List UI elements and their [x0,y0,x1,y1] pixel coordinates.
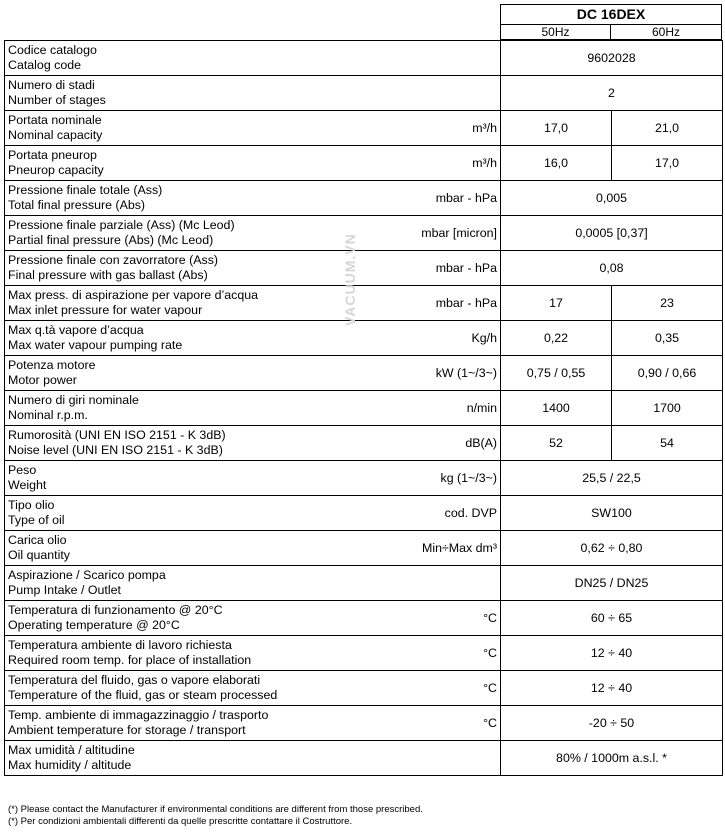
spec-row [5,706,723,741]
spec-value: SW100 [501,496,723,531]
spec-value-50hz: 17 [501,286,612,321]
spec-label [5,566,369,601]
spec-value: 12 ÷ 40 [501,636,723,671]
spec-row [5,146,723,181]
label-italian: Temp. ambiente di immagazzinaggio / trasporto [8,708,269,722]
spec-value: 60 ÷ 65 [501,601,723,636]
spec-unit: °C [369,601,501,636]
label-english: Partial final pressure (Abs) (Mc Leod) [8,233,214,247]
label-italian: Max umidità / altitudine [8,743,135,757]
spec-row [5,566,723,601]
label-italian: Pressione finale parziale (Ass) (Mc Leod) [8,218,235,232]
spec-unit: kg (1~/3~) [369,461,501,496]
label-italian: Max q.tà vapore d’acqua [8,323,144,337]
spec-value: 0,08 [501,251,723,286]
spec-row [5,496,723,531]
spec-value: 80% / 1000m a.s.l. * [501,741,723,776]
spec-unit: mbar - hPa [369,251,501,286]
spec-row [5,286,723,321]
spec-unit: m³/h [369,111,501,146]
label-english: Operating temperature @ 20°C [8,618,180,632]
spec-label [5,636,369,671]
spec-value-50hz: 17,0 [501,111,612,146]
spec-unit: mbar - hPa [369,286,501,321]
spec-label [5,111,369,146]
spec-row [5,111,723,146]
spec-label [5,181,369,216]
spec-unit: n/min [369,391,501,426]
spec-unit: dB(A) [369,426,501,461]
footnote-en: (*) Please contact the Manufacturer if environmental conditions are different from those prescribed. [8,804,423,815]
spec-label [5,496,369,531]
spec-value-60hz: 0,35 [612,321,723,356]
spec-label [5,426,369,461]
spec-label [5,356,369,391]
spec-label [5,601,369,636]
spec-label [5,76,369,111]
spec-unit: Kg/h [369,321,501,356]
spec-value: -20 ÷ 50 [501,706,723,741]
spec-value-60hz: 54 [612,426,723,461]
label-english: Temperature of the fluid, gas or steam processed [8,688,278,702]
spec-row [5,356,723,391]
spec-unit [369,41,501,76]
freq-50hz-header: 50Hz [501,24,611,40]
spec-value: DN25 / DN25 [501,566,723,601]
label-italian: Max press. di aspirazione per vapore d’acqua [8,288,259,302]
spec-label [5,286,369,321]
spec-unit: mbar - hPa [369,181,501,216]
spec-label [5,741,369,776]
label-italian: Temperatura del fluido, gas o vapore elaborati [8,673,261,687]
spec-table [4,40,723,776]
spec-row [5,181,723,216]
label-italian: Temperatura di funzionamento @ 20°C [8,603,223,617]
label-english: Required room temp. for place of installation [8,653,252,667]
spec-row [5,321,723,356]
spec-label [5,461,369,496]
label-english: Max water vapour pumping rate [8,338,183,352]
label-english: Total final pressure (Abs) [8,198,146,212]
spec-label [5,531,369,566]
spec-row [5,671,723,706]
spec-unit: mbar [micron] [369,216,501,251]
label-english: Max humidity / altitude [8,758,132,772]
spec-unit: Min÷Max dm³ [369,531,501,566]
spec-value-50hz: 52 [501,426,612,461]
spec-value-50hz: 0,22 [501,321,612,356]
spec-label [5,251,369,286]
spec-row [5,216,723,251]
spec-value: 0,0005 [0,37] [501,216,723,251]
label-italian: Tipo olio [8,498,55,512]
label-italian: Rumorosità (UNI EN ISO 2151 - K 3dB) [8,428,226,442]
label-italian: Pressione finale totale (Ass) [8,183,163,197]
spec-label [5,216,369,251]
spec-row [5,741,723,776]
spec-row [5,76,723,111]
label-english: Pump Intake / Outlet [8,583,121,597]
spec-row [5,251,723,286]
label-english: Oil quantity [8,548,70,562]
spec-row [5,461,723,496]
spec-row [5,426,723,461]
footnotes [8,804,423,828]
spec-unit: °C [369,706,501,741]
label-italian: Numero di giri nominale [8,393,139,407]
spec-unit: °C [369,671,501,706]
footnote-it: (*) Per condizioni ambientali differenti da quelle prescritte contattare il Costruttore. [8,816,353,827]
label-english: Noise level (UNI EN ISO 2151 - K 3dB) [8,443,223,457]
spec-unit [369,566,501,601]
label-italian: Potenza motore [8,358,96,372]
spec-label [5,671,369,706]
spec-unit: cod. DVP [369,496,501,531]
spec-label [5,41,369,76]
spec-value-60hz: 1700 [612,391,723,426]
label-english: Catalog code [8,58,82,72]
spec-value: 0,62 ÷ 0,80 [501,531,723,566]
spec-row [5,636,723,671]
spec-label [5,391,369,426]
label-english: Max inlet pressure for water vapour [8,303,203,317]
label-italian: Aspirazione / Scarico pompa [8,568,166,582]
spec-value: 25,5 / 22,5 [501,461,723,496]
label-english: Final pressure with gas ballast (Abs) [8,268,208,282]
spec-value-60hz: 21,0 [612,111,723,146]
label-english: Weight [8,478,47,492]
spec-row [5,41,723,76]
label-english: Nominal capacity [8,128,103,142]
label-english: Number of stages [8,93,106,107]
label-italian: Portata pneurop [8,148,97,162]
label-italian: Codice catalogo [8,43,97,57]
label-italian: Temperatura ambiente di lavoro richiesta [8,638,232,652]
spec-unit [369,741,501,776]
spec-value: 2 [501,76,723,111]
label-italian: Peso [8,463,37,477]
spec-label [5,146,369,181]
label-italian: Numero di stadi [8,78,95,92]
label-english: Ambient temperature for storage / transport [8,723,246,737]
spec-label [5,321,369,356]
spec-value-50hz: 16,0 [501,146,612,181]
spec-value-60hz: 23 [612,286,723,321]
spec-value-50hz: 1400 [501,391,612,426]
model-header [500,4,722,40]
label-english: Type of oil [8,513,65,527]
spec-value: 9602028 [501,41,723,76]
spec-unit [369,76,501,111]
label-english: Pneurop capacity [8,163,104,177]
spec-unit: m³/h [369,146,501,181]
spec-row [5,391,723,426]
spec-value-60hz: 17,0 [612,146,723,181]
label-italian: Pressione finale con zavorratore (Ass) [8,253,219,267]
spec-unit: kW (1~/3~) [369,356,501,391]
model-name: DC 16DEX [501,5,721,25]
spec-row [5,601,723,636]
label-italian: Portata nominale [8,113,102,127]
freq-60hz-header: 60Hz [651,25,680,39]
spec-value-60hz: 0,90 / 0,66 [612,356,723,391]
label-english: Nominal r.p.m. [8,408,88,422]
spec-value-50hz: 0,75 / 0,55 [501,356,612,391]
spec-label [5,706,369,741]
spec-row [5,531,723,566]
spec-unit: °C [369,636,501,671]
label-english: Motor power [8,373,77,387]
spec-value: 12 ÷ 40 [501,671,723,706]
watermark-text: VACUUM.VN [342,233,358,327]
label-italian: Carica olio [8,533,67,547]
spec-value: 0,005 [501,181,723,216]
